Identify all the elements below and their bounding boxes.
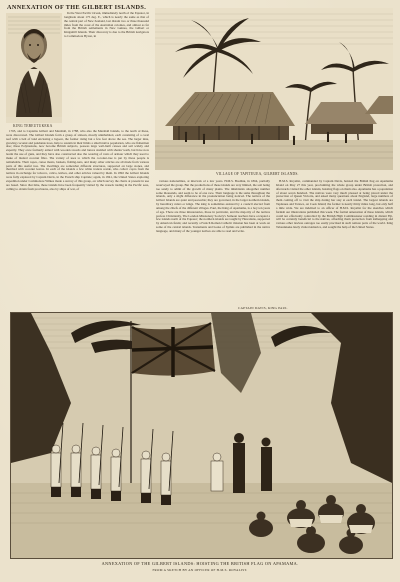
captain-caption: CAPTAIN DAVIS, KING PAUL <box>238 306 288 310</box>
column-1-body <box>6 130 149 302</box>
column-1-lead-paragraph: In the West Pacific Ocean, immediately north of the Equator, in longitude about 175 deg. E., which is nearly the same as that of the central part of New Zealand, last distant two or three thousand miles from the coast of the Australian colonies, and almost as far from the British settlements in New Guinea, the Gilbert or Kingsmill Islands. Their discovery is due to the British navigators to Commodore Byron, in <box>64 12 149 39</box>
king-portrait-image <box>6 13 62 123</box>
plate-caption: ANNEXATION OF THE GILBERT ISLANDS: HOISTING THE BRITISH FLAG ON APAMAMA. <box>101 561 299 566</box>
page-title: ANNEXATION OF THE GILBERT ISLANDS. <box>7 4 147 11</box>
flag-hoisting-scene-image <box>11 313 392 558</box>
portrait-caption: KING TEBEUTUKEKA <box>13 124 53 128</box>
column-1-body-paragraph: 1765, and to Captains Gilbert and Marshall, in 1788, who also the Marshall Islands, to the north of these, were discovered. The Gilbert Islands form a group of sixteen, mostly uninhabited, each consisting of a coral reef with a belt of land enclosing a lagoon, the former rising but a few feet above the sea. The larger nine, growing coconut and pandanus trees, help to sustain in their limits a small native population, who are fishermen also; these Polynesians, now become British subjects, possess large well-built canoes and sail widely and expertly. They once formerly armed with wooden swords and lances studded with sharks' teeth, but have now learnt the use of guns, and they have also constructed also the wearing of vests of armour which they used to make of matted coconut fibre. The variety of uses to which the coconut-tree is put by these people is remarkable. Their ropes, canoe masts, baskets, fishing-nets, and many other articles are all made from various parts of this useful tree. The dwellings are somewhat different structures, supported on large stones, and thatched with coconut leaves. In each of the islands a few white traders reside, who collect copra from the natives in exchange for tobacco, calico, knives, and other articles valued by them. In 1892 the Gilbert Islands were fully explored by Captain Davis, in the French ship Capitale; again, in 1841, the United States exploring expedition under Commodore Wilkes made a survey of this group, on which survey the charts at present in use are based. Since that time, these islands have been frequently visited by the vessels trading in the Pacific seas, calling to obtain fresh provisions, also by ships of war, of <box>6 130 149 191</box>
column-3-paragraph: H.M.S. Royalist, commanded by Captain Davis, hoisted the British flag on Apamama Island on May 27 this year, proclaiming the whole group under British protection, and afterwards visited the other islands, hoisting flags on them also. Apamama has a population of about seven hundred. The natives were very much pleased at being placed under the protection of Queen Victoria, and asked many questions about England, large numbers of them coming off to visit the ship during her stay at each island. The largest islands are Tapiteuea and Tarawa, on Cook Island; the former is nearly thirty miles long, but only half a mile wide. We are indebted to an officer of H.M.S. Royalist for the sketches which furnish our illustrations published this week. The formal annexation of these islands, which could not effectually controlled by the British High Commissioner residing in distant Fiji, will be certainly beneficial to the natives, affording them protection from kidnapping and various other lawless outrages too easily practised in such remote parts of the world. King Tebeutukeka lately visited America, and sought the help of the United States. <box>276 180 393 230</box>
village-engraving <box>155 8 393 170</box>
column-1-lead <box>64 12 149 128</box>
column-2 <box>156 180 270 304</box>
column-2-paragraph: various nationalities, at intervals of a few years. H.M.S. Basilisk, in 1864, partially resurveyed the group. But the productions of these islands are very limited, the soil being too sandy to admit of the growth of many plants. The inhabitants altogether number some thousands, and seem to be of one race. Their language is the same throughout the islands, only a slight difference in the pronunciation being noticed. The natives of the Gilbert Islands are quiet and peaceable; they are governed, in the larger northern islands, by hereditary rulers or kings. The king is sometimes assisted by a council elected from among the chiefs of the different villages. Paul, the King of Apamama, is a boy ten years of age. There are three missionaries, those in particular, and the majority of the natives profess Christianity. The London Missionary Society's Samoan teachers have occupied a few islands north of the Equator; the northern islands are taught by Hawaiians, supported by American funds; and recently a French Roman Catholic mission has been at work on some of the central islands. Testaments and books of hymns are published in the native language, and many of the younger natives are able to read and write. <box>156 180 270 233</box>
village-scene-image <box>155 8 393 170</box>
plate-credit: FROM A SKETCH BY AN OFFICER OF H.M.S. ROYALIST. <box>152 568 248 572</box>
king-portrait-engraving <box>6 13 62 123</box>
flag-hoisting-engraving <box>10 312 393 559</box>
village-caption: VILLAGE OF TAPITEUEA, GILBERT ISLANDS. <box>216 172 299 176</box>
column-3 <box>276 180 393 304</box>
